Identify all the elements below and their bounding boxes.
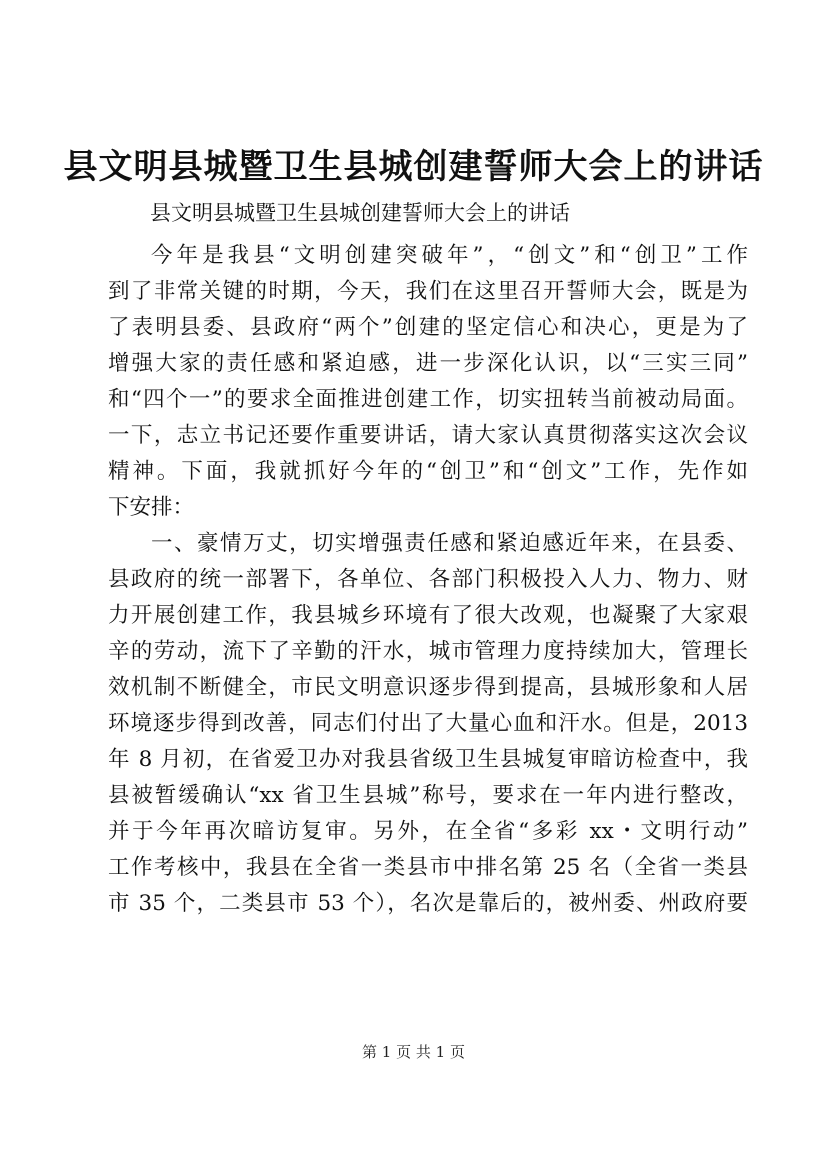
- text-line: 力开展创建工作，我县城乡环境有了很大改观，也凝聚了大家艰: [108, 603, 748, 628]
- text-line: 环境逐步得到改善，同志们付出了大量心血和汗水。但是，2013: [108, 711, 748, 736]
- text-line: 到了非常关键的时期，今天，我们在这里召开誓师大会，既是为: [108, 279, 748, 304]
- paragraph-intro: [108, 238, 748, 526]
- text-line: 效机制不断健全，市民文明意识逐步得到提高，县城形象和人居: [108, 675, 748, 700]
- paragraph-section-one: [108, 526, 748, 922]
- text-line: 下安排：: [108, 495, 195, 520]
- text-line: 并于今年再次暗访复审。另外，在全省“多彩 xx・文明行动”: [108, 819, 748, 844]
- text-line: 工作考核中，我县在全省一类县市中排名第 25 名（全省一类县: [108, 855, 748, 880]
- document-title: 县文明县城暨卫生县城创建誓师大会上的讲话: [63, 147, 764, 187]
- document-body: [108, 238, 748, 922]
- text-line: 增强大家的责任感和紧迫感，进一步深化认识，以“三实三同”: [108, 351, 748, 376]
- text-line: 辛的劳动，流下了辛勤的汗水，城市管理力度持续加大，管理长: [108, 639, 748, 664]
- text-line: 县被暂缓确认“xx 省卫生县城”称号，要求在一年内进行整改，: [108, 783, 748, 808]
- document-subtitle: 县文明县城暨卫生县城创建誓师大会上的讲话: [150, 201, 570, 225]
- text-line: 县政府的统一部署下，各单位、各部门积极投入人力、物力、财: [108, 567, 748, 592]
- text-line: 今年是我县“文明创建突破年”，“创文”和“创卫”工作: [151, 243, 748, 268]
- text-line: 精神。下面，我就抓好今年的“创卫”和“创文”工作，先作如: [108, 459, 748, 484]
- text-line: 一、豪情万丈，切实增强责任感和紧迫感近年来，在县委、: [151, 531, 748, 556]
- page-number-footer: 第 1 页 共 1 页: [362, 1043, 465, 1061]
- text-line: 一下，志立书记还要作重要讲话，请大家认真贯彻落实这次会议: [108, 423, 748, 448]
- text-line: 了表明县委、县政府“两个”创建的坚定信心和决心，更是为了: [108, 315, 748, 340]
- text-line: 年 8 月初，在省爱卫办对我县省级卫生县城复审暗访检查中，我: [108, 747, 748, 772]
- text-line: 市 35 个，二类县市 53 个），名次是靠后的，被州委、州政府要: [108, 891, 748, 916]
- text-line: 和“四个一”的要求全面推进创建工作，切实扭转当前被动局面。: [108, 387, 748, 412]
